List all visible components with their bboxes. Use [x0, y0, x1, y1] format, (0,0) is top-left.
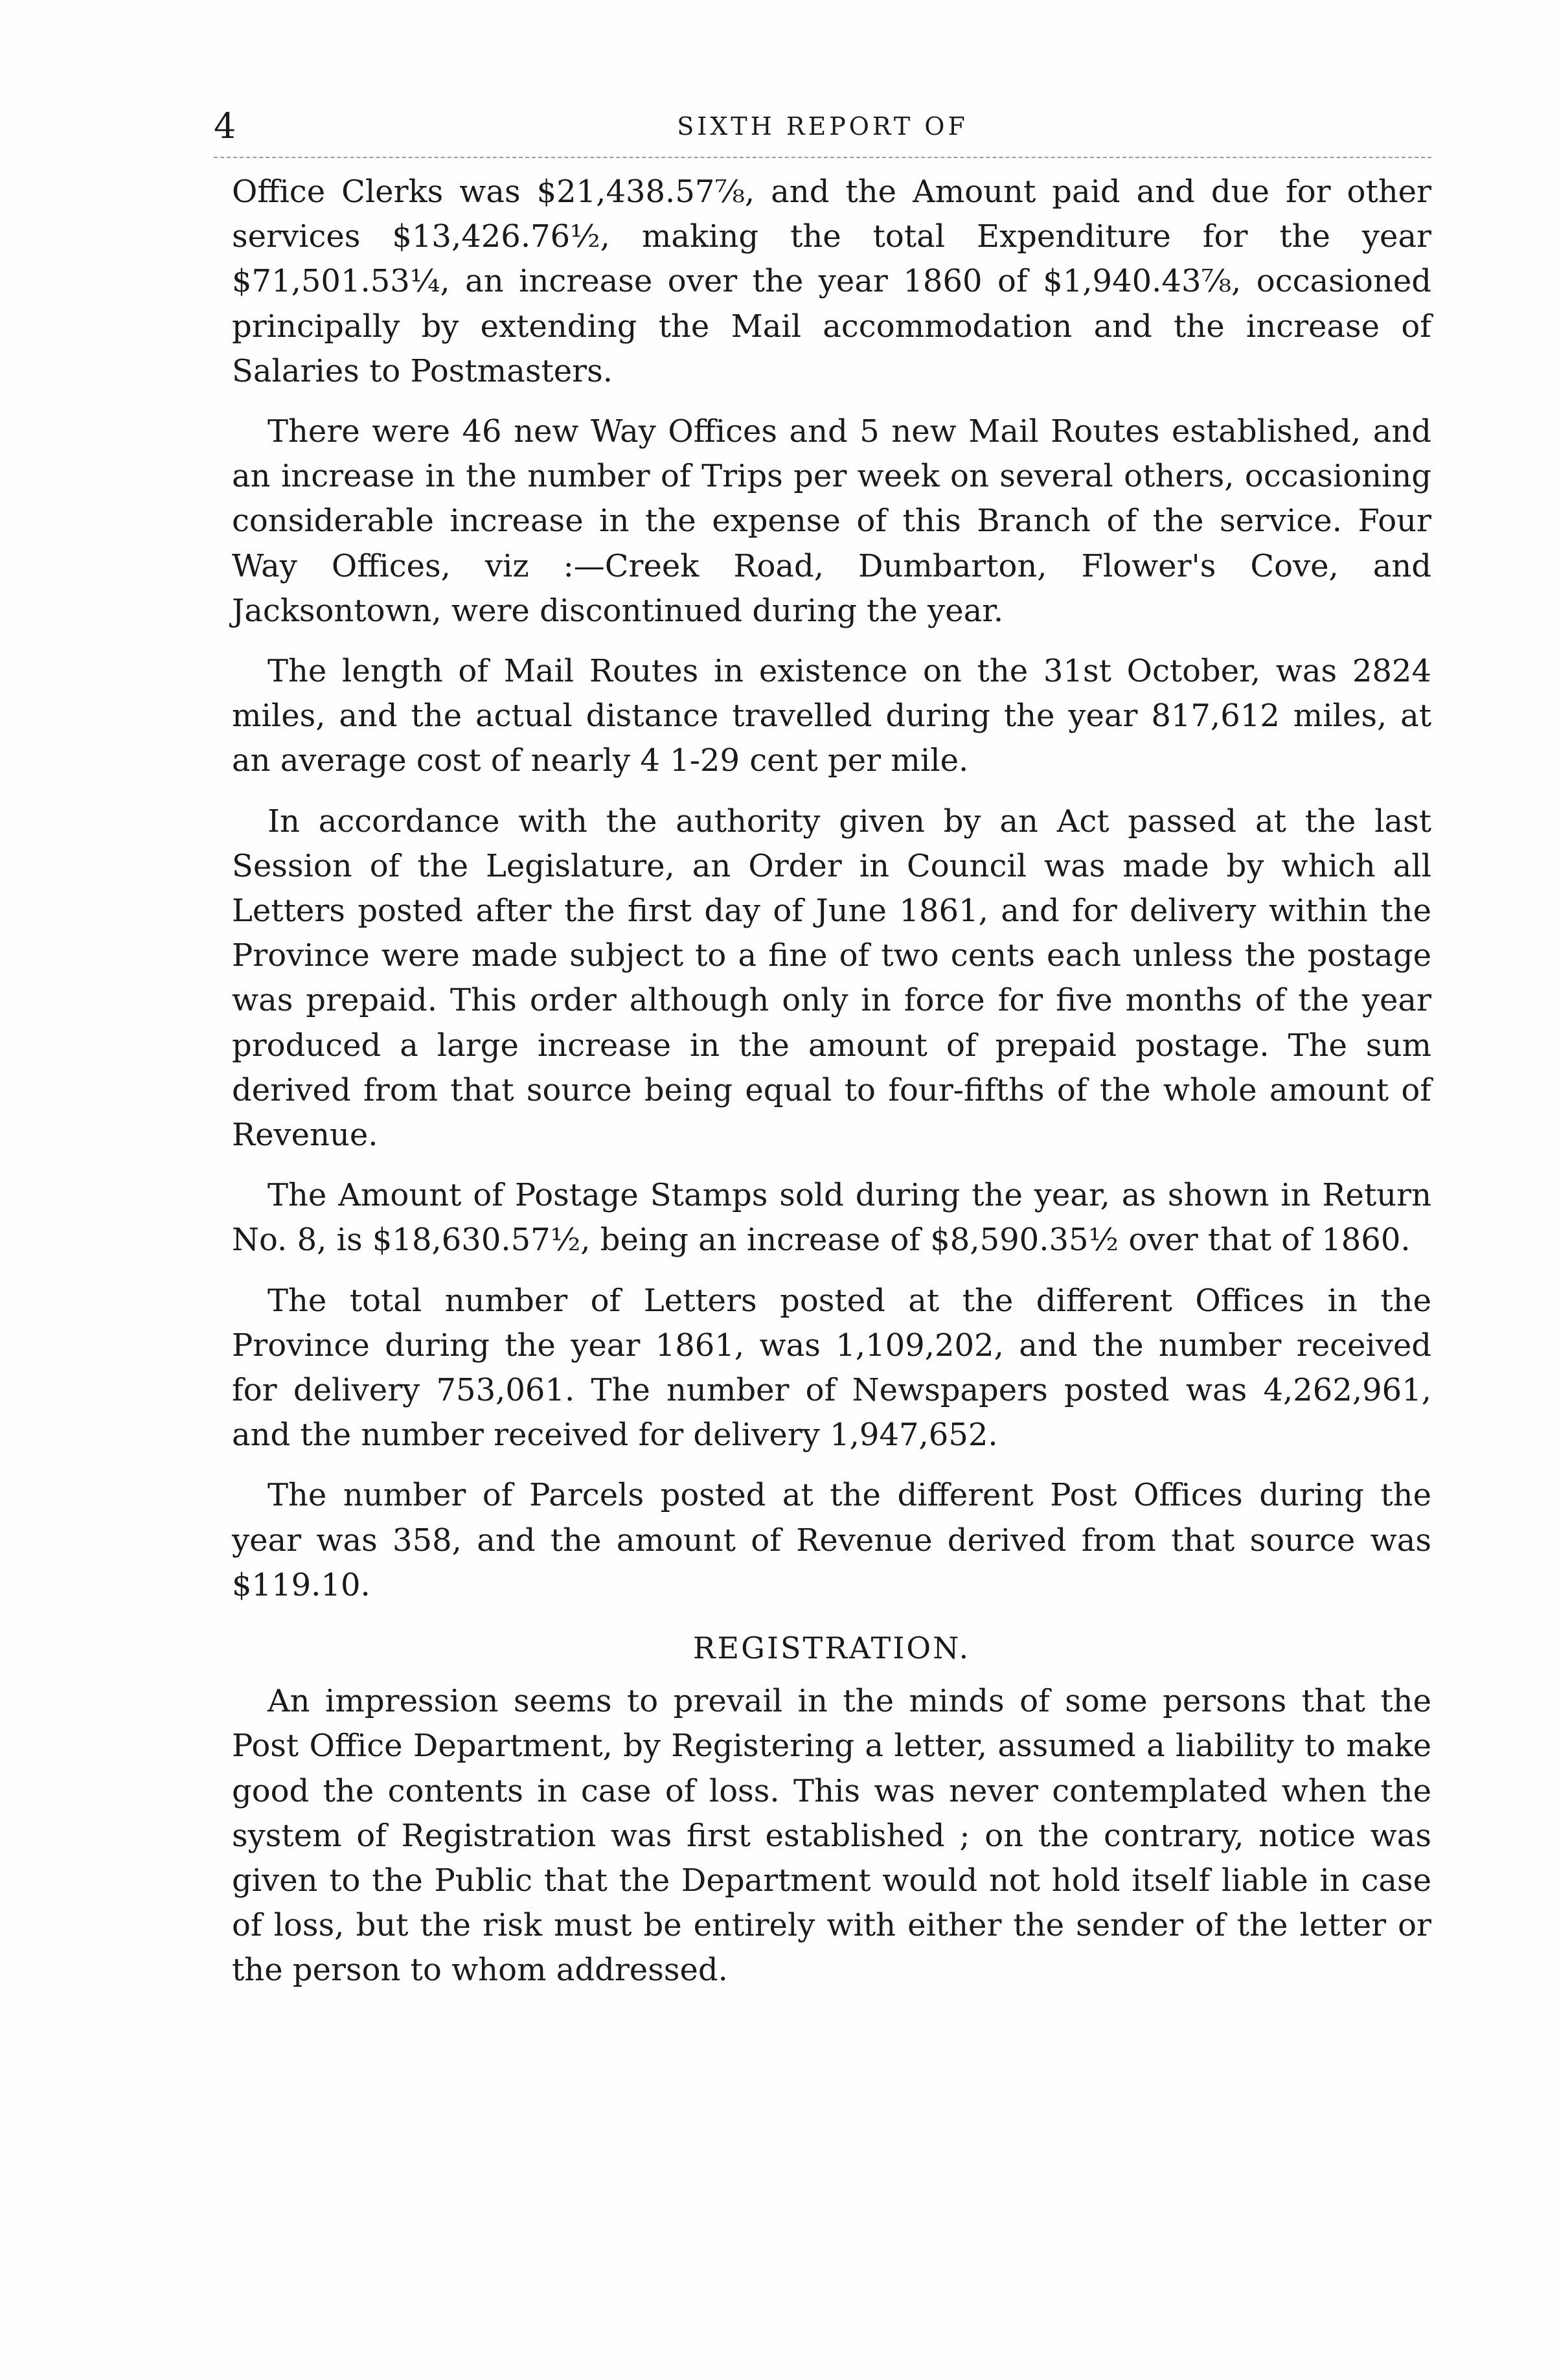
- paragraph-expenditure: Office Clerks was $21,438.57⅞, and the Amount paid and due for other services $13,426.76½, making the total Expenditure for the year $71,501.53¼, an increase over the year 1860 of $1,940.43⅞, occasioned principally by extending the Mail accommodation and the increase of Salaries to Postmasters.: [232, 174, 1431, 389]
- paragraph-parcels: The number of Parcels posted at the different Post Offices during the year was 358, and the amount of Revenue derived from that source was $119.10.: [232, 1477, 1431, 1603]
- page-header: [214, 104, 1431, 149]
- body-text: [232, 170, 1431, 2009]
- paragraph-registration: An impression seems to prevail in the minds of some persons that the Post Office Department, by Registering a letter, assumed a liability to make good the contents in case of loss. This was never contemplated when the system of Registration was first established ; on the contrary, notice was given to the Public that the Department would not hold itself liable in case of loss, but the risk must be entirely with either the sender of the letter or the person to whom addressed.: [232, 1683, 1431, 1989]
- header-rule: [214, 157, 1431, 158]
- running-head: SIXTH REPORT OF: [677, 112, 968, 141]
- paragraph-mail-routes: The length of Mail Routes in existence on the 31st October, was 2824 miles, and the actual distance travelled during the year 817,612 miles, at an average cost of nearly 4 1-29 cent per mile.: [232, 653, 1431, 779]
- paragraph-postage-stamps: The Amount of Postage Stamps sold during the year, as shown in Return No. 8, is $18,630.57½, being an increase of $8,590.35½ over that of 1860.: [232, 1177, 1431, 1259]
- paragraph-prepaid-postage: In accordance with the authority given by an Act passed at the last Session of the Legislature, an Order in Council was made by which all Letters posted after the first day of June 1861, and for delivery within the Province were made subject to a fine of two cents each unless the postage was prepaid. This order although only in force for five months of the year produced a large increase in the amount of prepaid postage. The sum derived from that source being equal to four-fifths of the whole amount of Revenue.: [232, 803, 1431, 1154]
- page-number: 4: [214, 106, 236, 146]
- paragraph-letters-newspapers: The total number of Letters posted at the different Offices in the Province during the year 1861, was 1,109,202, and the number received for delivery 753,061. The number of Newspapers posted was 4,262,961, and the number received for delivery 1,947,652.: [232, 1282, 1431, 1454]
- paragraph-way-offices: There were 46 new Way Offices and 5 new Mail Routes established, and an increase in the number of Trips per week on several others, occasioning considerable increase in the expense of this Branch of the service. Four Way Offices, viz :—Creek Road, Dumbarton, Flower's Cove, and Jacksontown, were discontinued during the year.: [232, 413, 1431, 629]
- section-heading-registration: REGISTRATION.: [692, 1631, 971, 1666]
